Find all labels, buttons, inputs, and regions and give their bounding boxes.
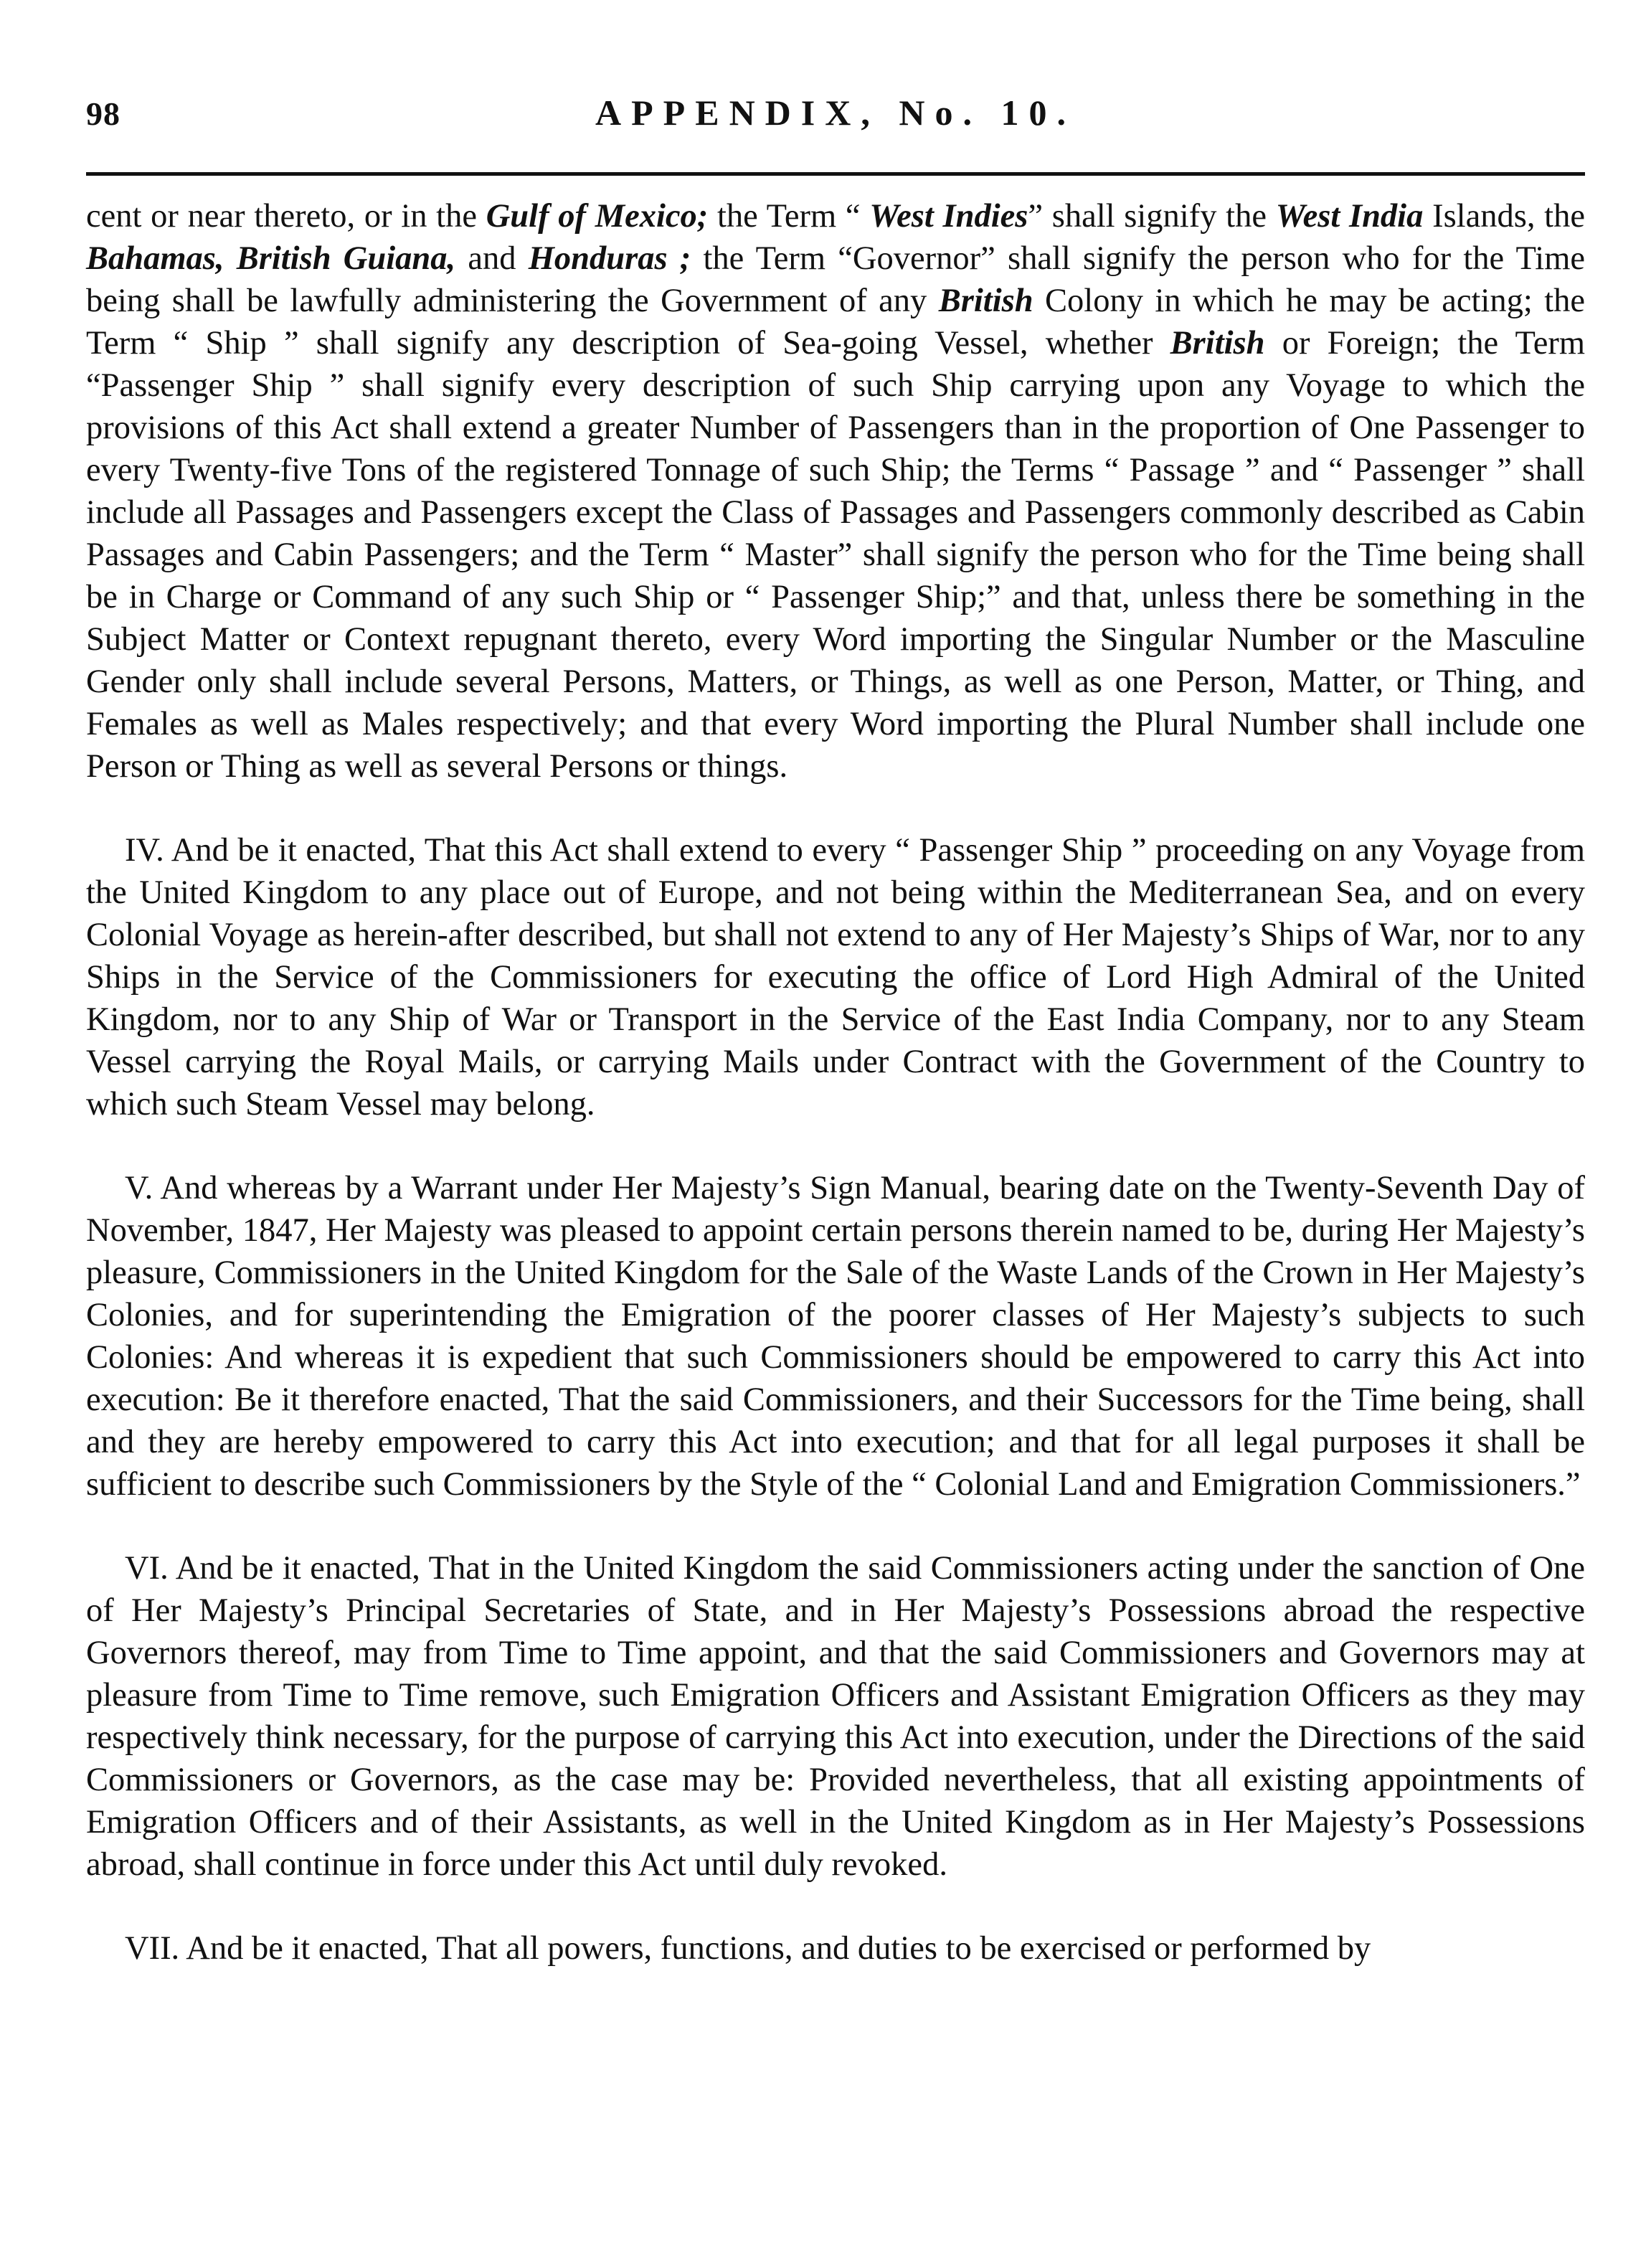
text-segment: Islands, the [1423,198,1585,235]
text-segment: and [455,240,529,277]
text-segment: IV. And be it enacted, That this Act shall extend to every “ Passenger Ship ” proceeding on any Voyage from the United Kingdom to any place out of Europe, and not being within the Mediterranean Sea, and on every Colonial Voyage as herein-after described, but shall not extend to any of Her Majesty’s Ships of War, nor to any Ships in the Service of the Commissioners for executing the office of Lord High Admiral of the United Kingdom, nor to any Ship of War or Transport in the Service of the East India Company, nor to any Steam Vessel carrying the Royal Mails, or carrying Mails under Contract with the Government of the Country to which such Steam Vessel may belong. [86,832,1585,1123]
italic-term: British [1170,325,1265,362]
text-segment: VII. And be it enacted, That all powers, functions, and duties to be exercised or performed by [125,1930,1371,1967]
paragraph-section-vii [86,1927,1585,1970]
text-segment: the Term “ [708,198,870,235]
text-segment: or Foreign; the Term “Passenger Ship ” shall signify every description of such Ship carrying upon any Voyage to which the provisions of this Act shall extend a greater Number of Passengers than in the proportion of One Passenger to every Twenty-five Tons of the registered Tonnage of such Ship; the Terms “ Passage ” and “ Passenger ” shall include all Passages and Passengers except the Class of Passages and Passengers commonly described as Cabin Passages and Cabin Passengers; and the Term “ Master” shall signify the person who for the Time being shall be in Charge or Command of any such Ship or “ Passenger Ship;” and that, unless there be something in the Subject Matter or Context repugnant thereto, every Word importing the Singular Number or the Masculine Gender only shall include several Persons, Matters, or Things, as well as one Person, Matter, or Thing, and Females as well as Males respectively; and that every Word importing the Plural Number shall include one Person or Thing as well as several Persons or things. [86,325,1585,785]
text-segment: ” shall signify the [1028,198,1276,235]
text-segment: VI. And be it enacted, That in the United Kingdom the said Commissioners acting under the sanction of One of Her Majesty’s Principal Secretaries of State, and in Her Majesty’s Possessions abroad the respective Governors thereof, may from Time to Time appoint, and that the said Commissioners and Governors may at pleasure from Time to Time remove, such Emigration Officers and Assistant Emigration Officers as they may respectively think necessary, for the purpose of carrying this Act into execution, under the Directions of the said Commissioners or Governors, as the case may be: Provided nevertheless, that all existing appointments of Emigration Officers and of their Assistants, as well in the United Kingdom as in Her Majesty’s Possessions abroad, shall continue in force under this Act until duly revoked. [86,1550,1585,1883]
paragraph-section-v [86,1167,1585,1506]
running-head: APPENDIX, No. 10. [595,93,1076,133]
page-number: 98 [86,95,120,132]
text-segment: V. And whereas by a Warrant under Her Majesty’s Sign Manual, bearing date on the Twenty-Seventh Day of November, 1847, Her Majesty was pleased to appoint certain persons therein named to be, during Her Majesty’s pleasure, Commissioners in the United Kingdom for the Sale of the Waste Lands of the Crown in Her Majesty’s Colonies, and for superintending the Emigration of the poorer classes of Her Majesty’s subjects to such Colonies: And whereas it is expedient that such Commissioners should be empowered to carry this Act into execution: Be it therefore enacted, That the said Commissioners, and their Successors for the Time being, shall and they are hereby empowered to carry this Act into execution; and that for all legal purposes it shall be sufficient to describe such Commissioners by the Style of the “ Colonial Land and Emigration Commissioners.” [86,1170,1585,1503]
paragraph-section-vi [86,1547,1585,1886]
italic-term: Honduras ; [528,240,691,277]
paragraph-section-iv [86,829,1585,1125]
text-segment: the Term “Governor” shall signify the person who for the Time being shall be lawfully administering the Government of any [86,240,1585,319]
italic-term: Gulf of Mexico; [486,198,709,235]
body-text [86,195,1585,2011]
text-segment: cent or near thereto, or in the [86,198,486,235]
text-segment: Colony in which he may be acting; the Term “ Ship ” shall signify any description of Sea-going Vessel, whether [86,283,1585,362]
paragraph-definitions [86,195,1585,788]
italic-term: Bahamas, British Guiana, [86,240,456,277]
page-header [86,92,1585,149]
italic-term: British [938,283,1033,319]
italic-term: West India [1275,198,1424,235]
header-rule [86,172,1585,176]
italic-term: West Indies [869,198,1028,235]
